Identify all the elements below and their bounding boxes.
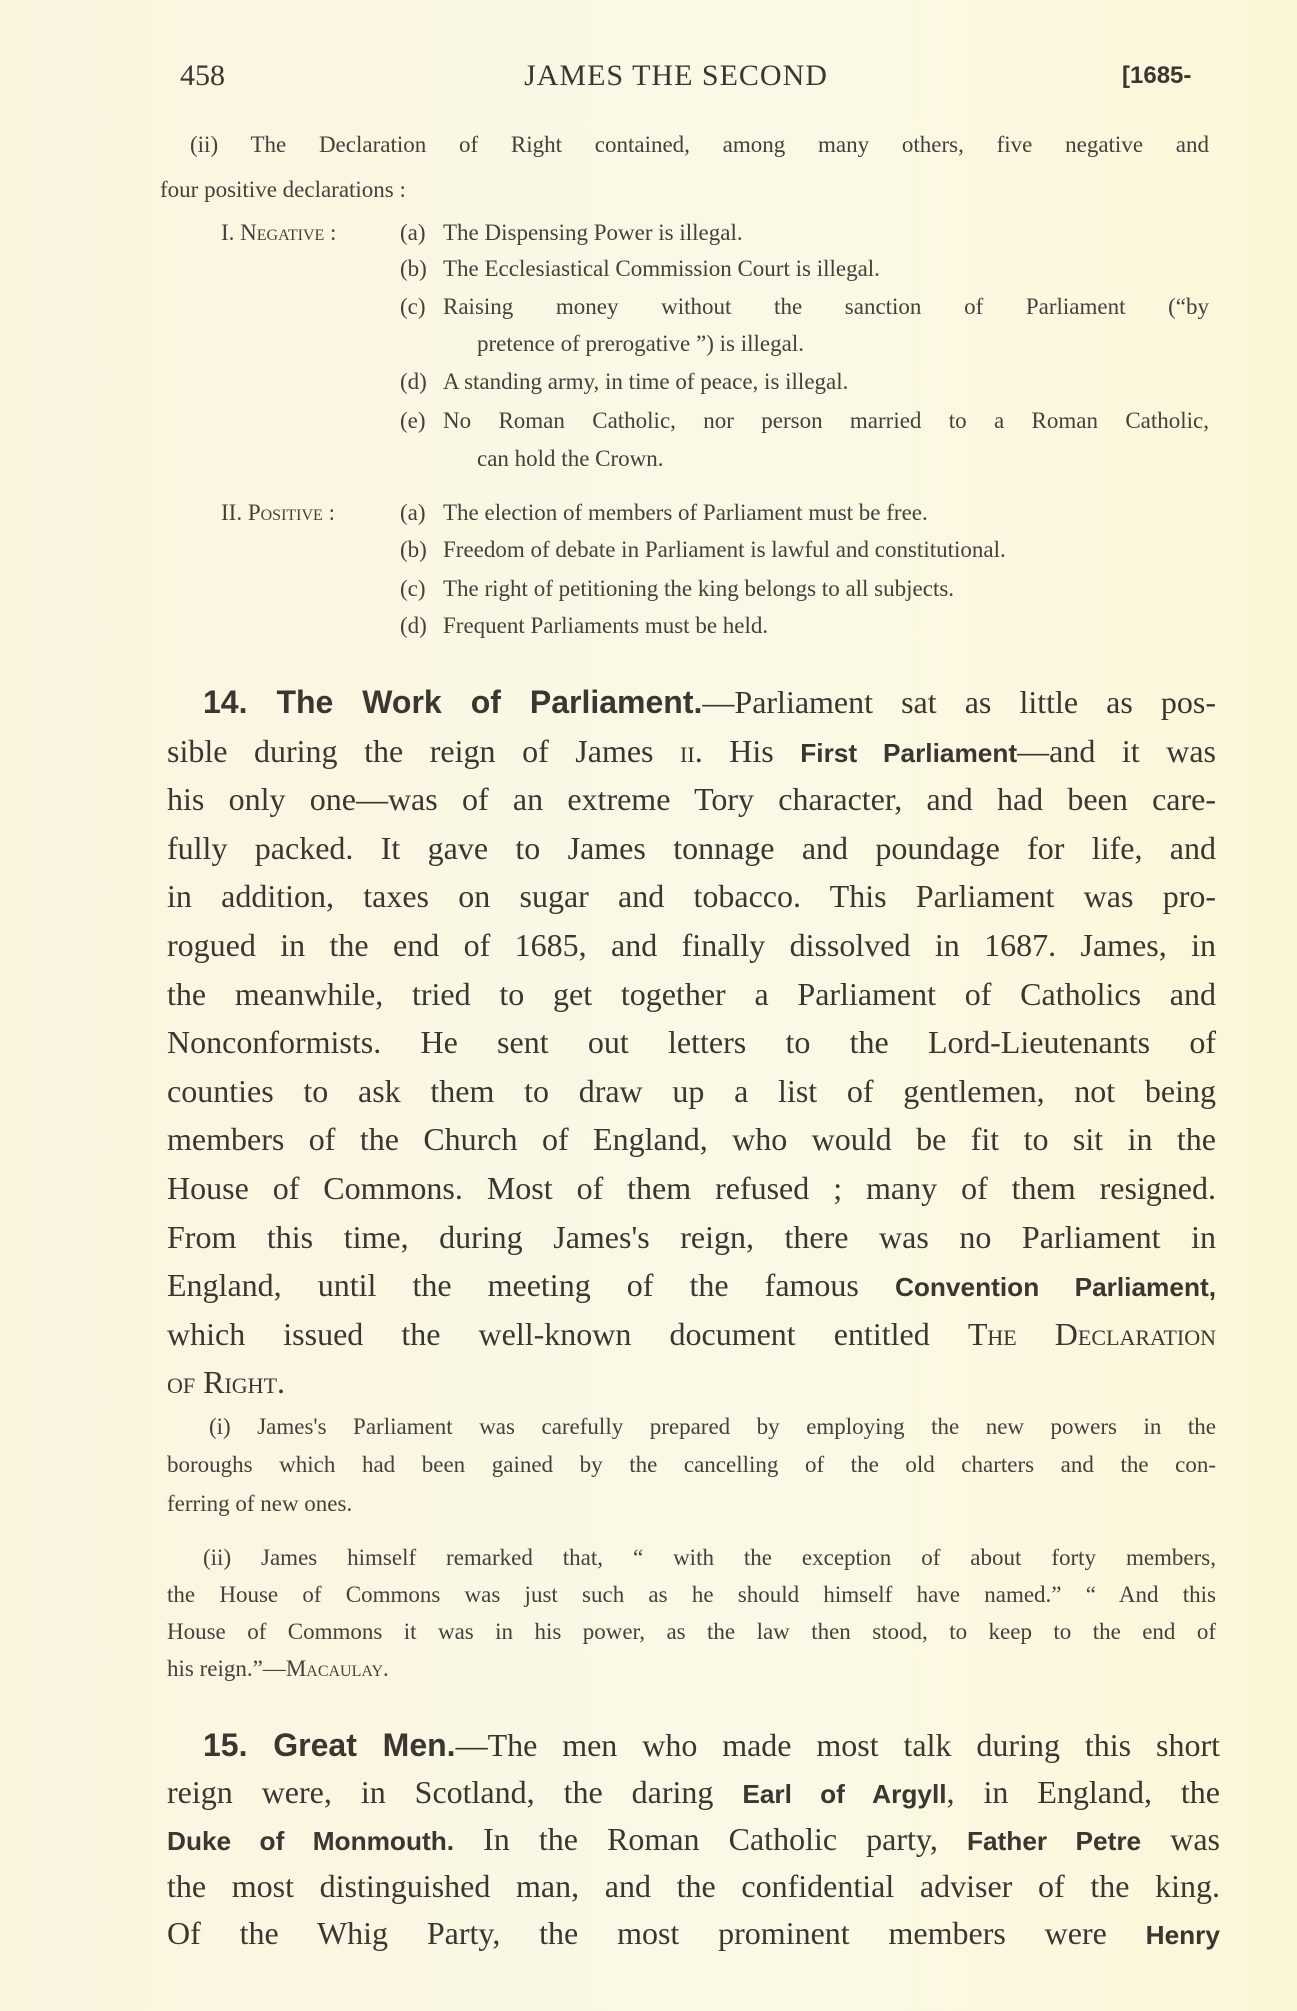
text-run: —The men who made most talk during this short: [455, 1727, 1221, 1763]
running-title: JAMES THE SECOND: [524, 59, 828, 92]
list-marker: (c): [400, 576, 426, 601]
list-marker: (a): [400, 500, 426, 525]
section-heading: 15. Great Men.: [203, 1727, 456, 1763]
paragraph-line: [167, 1214, 1216, 1260]
text-run: of Right.: [167, 1364, 286, 1401]
text-run: Macaulay.: [285, 1656, 389, 1681]
bold-term: Father Petre: [966, 1826, 1142, 1856]
text-run: members of the Church of England, who would be fit to sit in the: [167, 1121, 1216, 1158]
text-run: ferring of new ones.: [167, 1491, 353, 1516]
declaration-item: The election of members of Parliament must be free.: [443, 500, 928, 525]
paragraph-line: [167, 1863, 1220, 1909]
text-run: his only one—was of an extreme Tory character, and had been care-: [167, 781, 1216, 818]
bold-term: Duke of Monmouth.: [167, 1826, 455, 1856]
paragraph-line: [167, 1816, 1220, 1862]
paragraph-line: [203, 679, 1216, 725]
text-run: rogued in the end of 1685, and finally dissolved in 1687. James, in: [167, 927, 1216, 963]
negative-label: I. Negative :: [221, 220, 337, 245]
text-run: In the Roman Catholic party,: [454, 1821, 967, 1857]
paragraph-line: [167, 1359, 285, 1405]
list-marker: (d): [400, 613, 427, 638]
declaration-item: The Ecclesiastical Commission Court is illegal.: [443, 256, 880, 281]
declaration-item: Raising money without the sanction of Parliament (“by: [443, 294, 1209, 319]
text-run: House of Commons. Most of them refused ; many of them resigned.: [167, 1170, 1216, 1206]
text-run: reign were, in Scotland, the daring: [167, 1774, 743, 1810]
text-run: From this time, during James's reign, there was no Parliament in: [167, 1218, 1216, 1255]
footnote-line: [167, 1578, 1216, 1612]
paragraph-line: [167, 1910, 1220, 1956]
list-marker: (c): [400, 294, 426, 319]
paragraph-line: [167, 825, 1216, 871]
text-run: was: [1141, 1821, 1221, 1857]
list-marker: (b): [400, 256, 427, 281]
paragraph-line: [167, 971, 1216, 1017]
paragraph-line: [167, 1019, 1216, 1065]
declaration-item: No Roman Catholic, nor person married to a Roman Catholic,: [443, 408, 1209, 433]
list-marker: (e): [400, 408, 426, 433]
footnote-line: [203, 1541, 1216, 1575]
text-run: , in England, the: [946, 1774, 1220, 1810]
running-date: [1685-: [1122, 62, 1192, 89]
bold-term: First Parliament: [800, 737, 1018, 768]
paragraph-line: [167, 1165, 1216, 1211]
paragraph-line: [167, 922, 1216, 968]
declaration-item: Frequent Parliaments must be held.: [443, 613, 769, 638]
declaration-item: The Dispensing Power is illegal.: [443, 220, 743, 245]
paragraph-line: [167, 873, 1216, 919]
paragraph-line: [167, 1311, 1216, 1357]
text-run: counties to ask them to draw up a list of gentlemen, not being: [167, 1072, 1216, 1109]
declaration-item: can hold the Crown.: [477, 446, 664, 471]
text-run: in addition, taxes on sugar and tobacco. This Parliament was pro-: [167, 878, 1216, 915]
text-run: ii.: [680, 732, 703, 769]
declaration-item: Freedom of debate in Parliament is lawful and constitutional.: [443, 537, 1006, 562]
footnote-line: [209, 1410, 1216, 1444]
footnote-line: [167, 1448, 1216, 1482]
text-run: The Declaration: [967, 1315, 1216, 1352]
text-run: House of Commons it was in his power, as the law then stood, to keep to the end of: [167, 1619, 1216, 1644]
text-run: Nonconformists. He sent out letters to the Lord-Lieutenants of: [167, 1024, 1216, 1061]
declaration-item: pretence of prerogative ”) is illegal.: [477, 331, 804, 356]
text-run: boroughs which had been gained by the cancelling of the old charters and the con-: [167, 1452, 1216, 1477]
footnote-line: (ii) The Declaration of Right contained, among many others, five negative and: [190, 132, 1209, 157]
paragraph-line: [203, 1722, 1220, 1768]
paragraph-line: [167, 1769, 1220, 1815]
text-run: Of the Whig Party, the most prominent members were: [167, 1915, 1146, 1951]
declaration-item: The right of petitioning the king belongs to all subjects.: [443, 576, 955, 601]
list-marker: (d): [400, 369, 427, 394]
positive-label: II. Positive :: [221, 500, 335, 525]
text-run: the House of Commons was just such as he should himself have named.” “ And this: [167, 1582, 1216, 1607]
text-run: fully packed. It gave to James tonnage and poundage for life, and: [167, 829, 1216, 866]
paragraph-line: [167, 728, 1216, 774]
bold-term: Earl of Argyll: [742, 1779, 947, 1809]
text-run: (ii) James himself remarked that, “ with the exception of about forty members,: [203, 1545, 1216, 1570]
text-run: —Parliament sat as little as pos-: [702, 684, 1217, 720]
text-run: (i) James's Parliament was carefully prepared by employing the new powers in the: [209, 1414, 1216, 1439]
bold-term: Henry: [1145, 1920, 1220, 1950]
list-marker: (b): [400, 537, 427, 562]
text-run: which issued the well-known document entitled: [167, 1315, 968, 1352]
paragraph-line: [167, 1262, 1216, 1308]
text-run: His: [702, 732, 801, 769]
text-run: England, until the meeting of the famous: [167, 1267, 895, 1304]
paragraph-line: [167, 1116, 1216, 1162]
list-marker: (a): [400, 220, 426, 245]
text-run: the most distinguished man, and the confidential adviser of the king.: [167, 1868, 1220, 1904]
paragraph-line: [167, 1068, 1216, 1114]
text-run: —and it was: [1017, 732, 1216, 769]
footnote-line: [167, 1615, 1216, 1649]
footnote-line: [167, 1652, 389, 1686]
section-heading: 14. The Work of Parliament.: [203, 684, 703, 720]
text-run: the meanwhile, tried to get together a Parliament of Catholics and: [167, 975, 1216, 1012]
paragraph-line: [167, 776, 1216, 822]
footnote-line: [167, 1487, 352, 1521]
bold-term: Convention Parliament,: [894, 1272, 1217, 1303]
text-run: sible during the reign of James: [167, 732, 681, 769]
footnote-line: four positive declarations :: [160, 177, 406, 202]
declaration-item: A standing army, in time of peace, is illegal.: [443, 369, 849, 394]
text-run: his reign.”—: [167, 1656, 286, 1681]
page-number: 458: [180, 59, 225, 92]
